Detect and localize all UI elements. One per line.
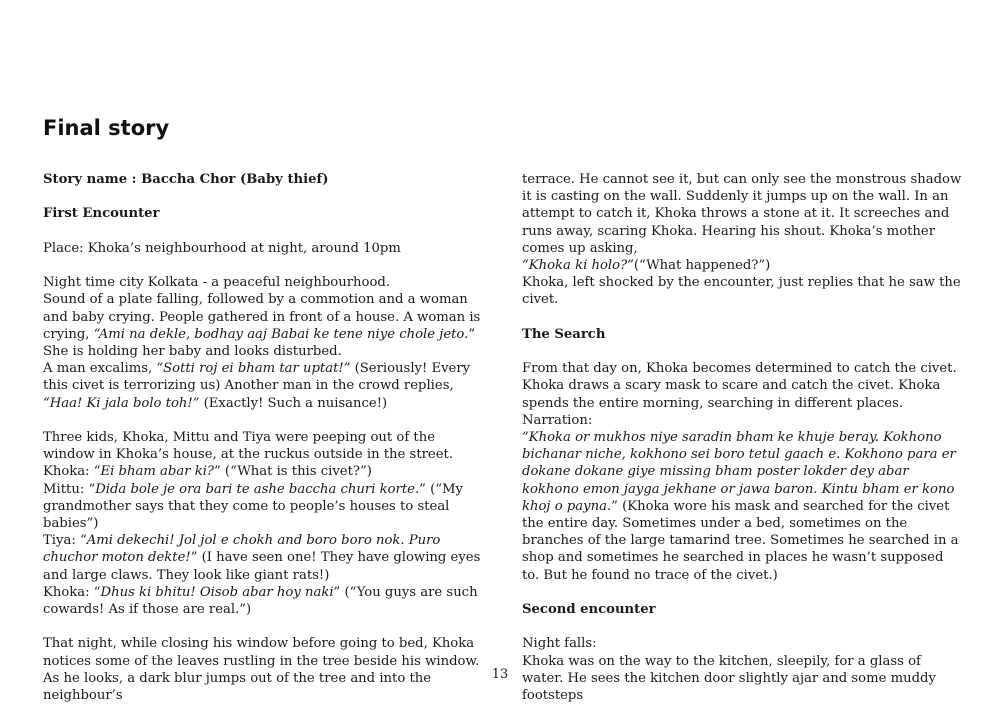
paragraph-night-city: Night time city Kolkata - a peaceful neighbourhood. Sound of a plate falling, followed by a commotion and a woman and baby crying. People gathered in front of a house. A woman is crying, “Ami na dekle, bodhay aaj Babai ke tene niye chole jeto.” She is holding her baby and looks disturbed. A man excalims, “Sotti roj ei bham tar uptat!” (Seriously! Every this civet is terrorizing us) Another man in the crowd replies, “Haa! Ki jala bolo toh!” (Exactly! Such a nuisance!) — [43, 275, 481, 411]
right-column — [522, 171, 962, 704]
left-column — [43, 171, 483, 704]
paragraph-search: From that day on, Khoka becomes determined to catch the civet. Khoka draws a scary mask to scare and catch the civet. Khoka spends the entire morning, searching in different places. Narration: “Khoka or mukhos niye saradin bham ke khuje beray. Kokhono bichanar niche, kokhono sei boro tetul gaach e. Kokhono para er dokane dokane giye missing bham poster lokder dey abar kokhono emon jayga jekhane or jawa baron. Kintu bham er kono khoj o payna.” (Khoka wore his mask and searched for the civet the entire day. Sometimes under a bed, sometimes on the branches of the large tamarind tree. Sometimes he searched in a shop and sometimes he searched in places he wasn’t supposed to. But he found no trace of the civet.) — [522, 361, 959, 583]
paragraph-three-kids: Three kids, Khoka, Mittu and Tiya were peeping out of the window in Khoka’s house, at the ruckus outside in the street. Khoka: “Ei bham abar ki?” (“What is this civet?”) Mittu: “Dida bole je ora bari te ashe baccha churi korte.” (“My grandmother says that they come to people’s houses to steal babies”) Tiya: “Ami dekechi! Jol jol e chokh and boro boro nok. Puro chuchor moton dekte!” (I have seen one! They have glowing eyes and large claws. They look like giant rats!) Khoka: “Dhus ki bhitu! Oisob abar hoy naki” (“You guys are such cowards! As if those are real.”) — [43, 429, 481, 618]
place-line: Place: Khoka’s neighbourhood at night, around 10pm — [43, 240, 401, 256]
paragraph-that-night: That night, while closing his window before going to bed, Khoka notices some of the leaves rustling in the tree beside his window. As he looks, a dark blur jumps out of the tree and into the neighbour’s — [43, 636, 480, 704]
section-heading-the-search: The Search — [522, 326, 606, 342]
page-title: Final story — [43, 116, 170, 140]
section-heading-second-encounter: Second encounter — [522, 602, 656, 618]
paragraph-night-falls: Night falls: Khoka was on the way to the kitchen, sleepily, for a glass of water. He sees the kitchen door slightly ajar and some muddy footsteps — [522, 636, 936, 704]
section-heading-first-encounter: First Encounter — [43, 206, 160, 222]
paragraph-terrace: terrace. He cannot see it, but can only see the monstrous shadow it is casting on the wall. Suddenly it jumps up on the wall. In an attempt to catch it, Khoka throws a stone at it. It screeches and runs away, scaring Khoka. Hearing his shout. Khoka’s mother comes up asking, “Khoka ki holo?”(“What happened?”) Khoka, left shocked by the encounter, just replies that he saw the civet. — [522, 172, 962, 308]
page-number: 13 — [491, 667, 509, 682]
story-name: Story name : Baccha Chor (Baby thief) — [43, 172, 329, 187]
